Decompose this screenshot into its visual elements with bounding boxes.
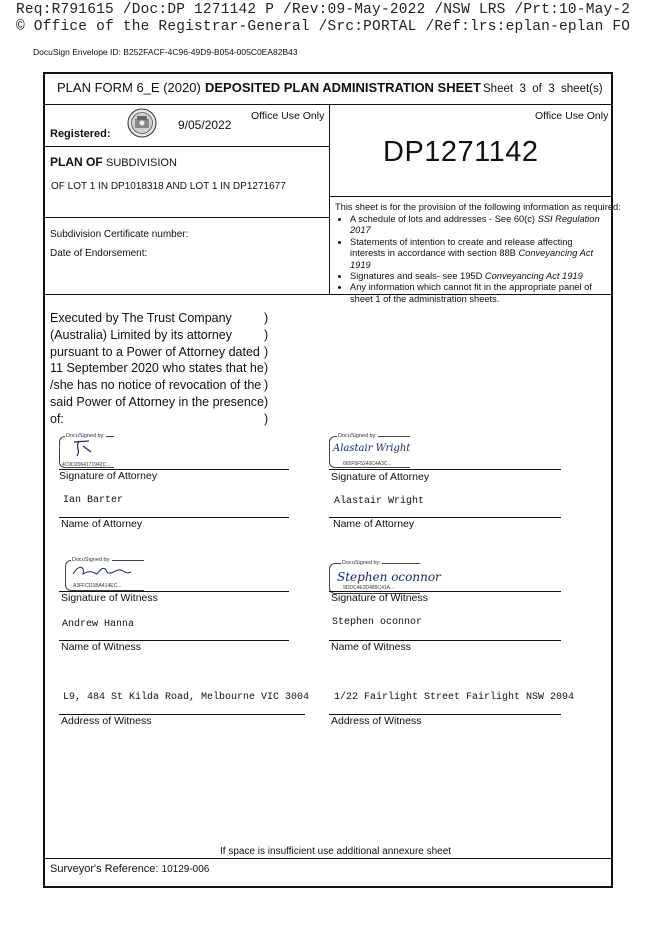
top-panel-divider	[329, 104, 330, 294]
provision-bullet	[350, 237, 610, 271]
bracket: )	[264, 361, 269, 376]
provision-bullet-reference: Conveyancing Act 1919	[350, 248, 594, 270]
sheet-count	[483, 83, 603, 95]
attorney-name-left: Ian Barter	[63, 495, 124, 506]
form-title: DEPOSITED PLAN ADMINISTRATION SHEET	[205, 80, 481, 95]
attorney-signature-right: Alastair Wright	[333, 443, 411, 454]
docusigned-by-label: DocuSigned by:	[66, 433, 105, 439]
subdivision-certificate-label: Subdivision Certificate number:	[50, 229, 189, 240]
witness-docusign-id-left: A3FFCD1BA414EC...	[73, 583, 122, 589]
footer-divider	[45, 858, 611, 859]
execution-line: said Power of Attorney in the presence	[50, 394, 265, 409]
right-office-use: Office Use Only	[535, 110, 609, 122]
address-of-witness-label-right: Address of Witness	[331, 715, 422, 727]
docusigned-by-label: DocuSigned by:	[342, 560, 381, 566]
plan-of-value: SUBDIVISION	[106, 157, 177, 169]
witness-address-right: 1/22 Fairlight Street Fairlight NSW 2094	[334, 692, 575, 703]
registered-date: 9/05/2022	[178, 118, 232, 132]
execution-line: 11 September 2020 who states that he	[50, 361, 264, 376]
sheet-total: 3	[548, 83, 555, 95]
attorney-signature-left	[71, 438, 95, 462]
of-word: of	[532, 83, 542, 95]
execution-line: of:	[50, 411, 64, 426]
signature-of-witness-label-right: Signature of Witness	[331, 592, 428, 604]
signature-of-attorney-label-left: Signature of Attorney	[59, 470, 158, 482]
witness-docusign-id-right: 9DDC4E3D489C41A...	[343, 585, 395, 591]
left-panel-divider-1	[45, 146, 329, 147]
provision-bullet-reference: SSI Regulation 2017	[350, 214, 600, 236]
date-of-endorsement-label: Date of Endorsement:	[50, 248, 148, 259]
name-of-attorney-label-left: Name of Attorney	[61, 518, 143, 530]
left-office-use: Office Use Only	[251, 110, 325, 122]
provision-list	[335, 214, 610, 305]
plan-of-label: PLAN OF	[50, 155, 103, 169]
execution-line: Executed by The Trust Company	[50, 311, 232, 325]
witness-name-left: Andrew Hanna	[62, 619, 135, 630]
plan-of	[50, 155, 177, 169]
registrar-seal-icon	[127, 108, 157, 138]
bracket: )	[264, 378, 269, 393]
bracket: )	[264, 311, 269, 325]
plan-form-frame	[43, 72, 621, 888]
execution-brackets	[264, 310, 268, 428]
docusigned-by-label: DocuSigned by:	[338, 433, 377, 439]
right-panel-divider	[329, 196, 611, 197]
surveyors-reference-label: Surveyor's Reference:	[50, 863, 159, 875]
surveyors-reference	[50, 863, 209, 875]
sheet-number: 3	[519, 83, 526, 95]
bracket: )	[264, 411, 269, 426]
sheets-word: sheet(s)	[561, 83, 603, 95]
sheet-provision-intro: This sheet is for the provision of the following information as required:	[335, 202, 621, 212]
sheet-word: Sheet	[483, 83, 514, 95]
main-divider	[45, 294, 611, 295]
surveyors-reference-value: 10129-006	[161, 864, 210, 875]
print-header-line-1: Req:R791615 /Doc:DP 1271142 P /Rev:09-May-2022 /NSW LRS /Prt:10-May-2	[16, 2, 631, 18]
execution-line: pursuant to a Power of Attorney dated	[50, 344, 260, 359]
lots-description: OF LOT 1 IN DP1018318 AND LOT 1 IN DP1271677	[51, 181, 286, 192]
docusigned-by-label: DocuSigned by:	[72, 557, 111, 563]
name-of-attorney-label-right: Name of Attorney	[333, 518, 415, 530]
execution-line: (Australia) Limited by its attorney	[50, 327, 233, 342]
provision-bullet-text: A schedule of lots and addresses - See 60(c)	[350, 214, 538, 224]
signature-of-witness-label-left: Signature of Witness	[61, 592, 158, 604]
registered-label: Registered:	[50, 128, 111, 140]
attorney-docusign-id-left: 4C0D2064171942C...	[62, 462, 111, 468]
insufficient-space-note: If space is insufficient use additional annexure sheet	[220, 846, 452, 857]
witness-name-right: Stephen oconnor	[332, 617, 423, 628]
bracket: )	[264, 344, 269, 359]
name-of-witness-label-left: Name of Witness	[61, 641, 141, 653]
witness-signature-left	[71, 562, 133, 585]
provision-bullet	[350, 214, 610, 237]
witness-address-left: L9, 484 St Kilda Road, Melbourne VIC 3004	[63, 692, 310, 703]
provision-bullet-text: Statements of intention to create and release affecting interests in accordance with section 88B	[350, 236, 573, 259]
form-name: PLAN FORM 6_E (2020)	[57, 80, 201, 95]
name-of-witness-label-right: Name of Witness	[331, 641, 411, 653]
signature-of-attorney-label-right: Signature of Attorney	[331, 471, 430, 483]
signature-line	[329, 469, 561, 470]
bracket: )	[264, 394, 269, 409]
left-panel-divider-2	[45, 217, 329, 218]
provision-bullet-text: Any information which cannot fit in the appropriate panel of sheet 1 of the administration sheets.	[350, 282, 592, 304]
provision-bullet	[350, 271, 610, 282]
provision-bullet-reference: Conveyancing Act 1919	[484, 271, 583, 282]
print-header-line-2: © Office of the Registrar-General /Src:PORTAL /Ref:lrs:eplan-eplan FO	[16, 19, 631, 35]
docusign-envelope-id: DocuSign Envelope ID: B252FACF-4C96-49D9-B054-005C0EA82B43	[33, 47, 298, 57]
execution-line: /she has no notice of revocation of the	[50, 378, 262, 393]
execution-clause	[50, 310, 264, 428]
witness-signature-right: Stephen oconnor	[337, 570, 441, 584]
bracket: )	[264, 327, 269, 342]
title-divider	[45, 104, 611, 105]
plan-number: DP1271142	[383, 136, 539, 168]
attorney-name-right: Alastair Wright	[334, 496, 425, 507]
attorney-docusign-id-right: 665F5F5240C4A3C...	[343, 461, 392, 467]
provision-bullet-text: Signatures and seals- see 195D	[350, 271, 485, 282]
address-of-witness-label-left: Address of Witness	[61, 715, 152, 727]
